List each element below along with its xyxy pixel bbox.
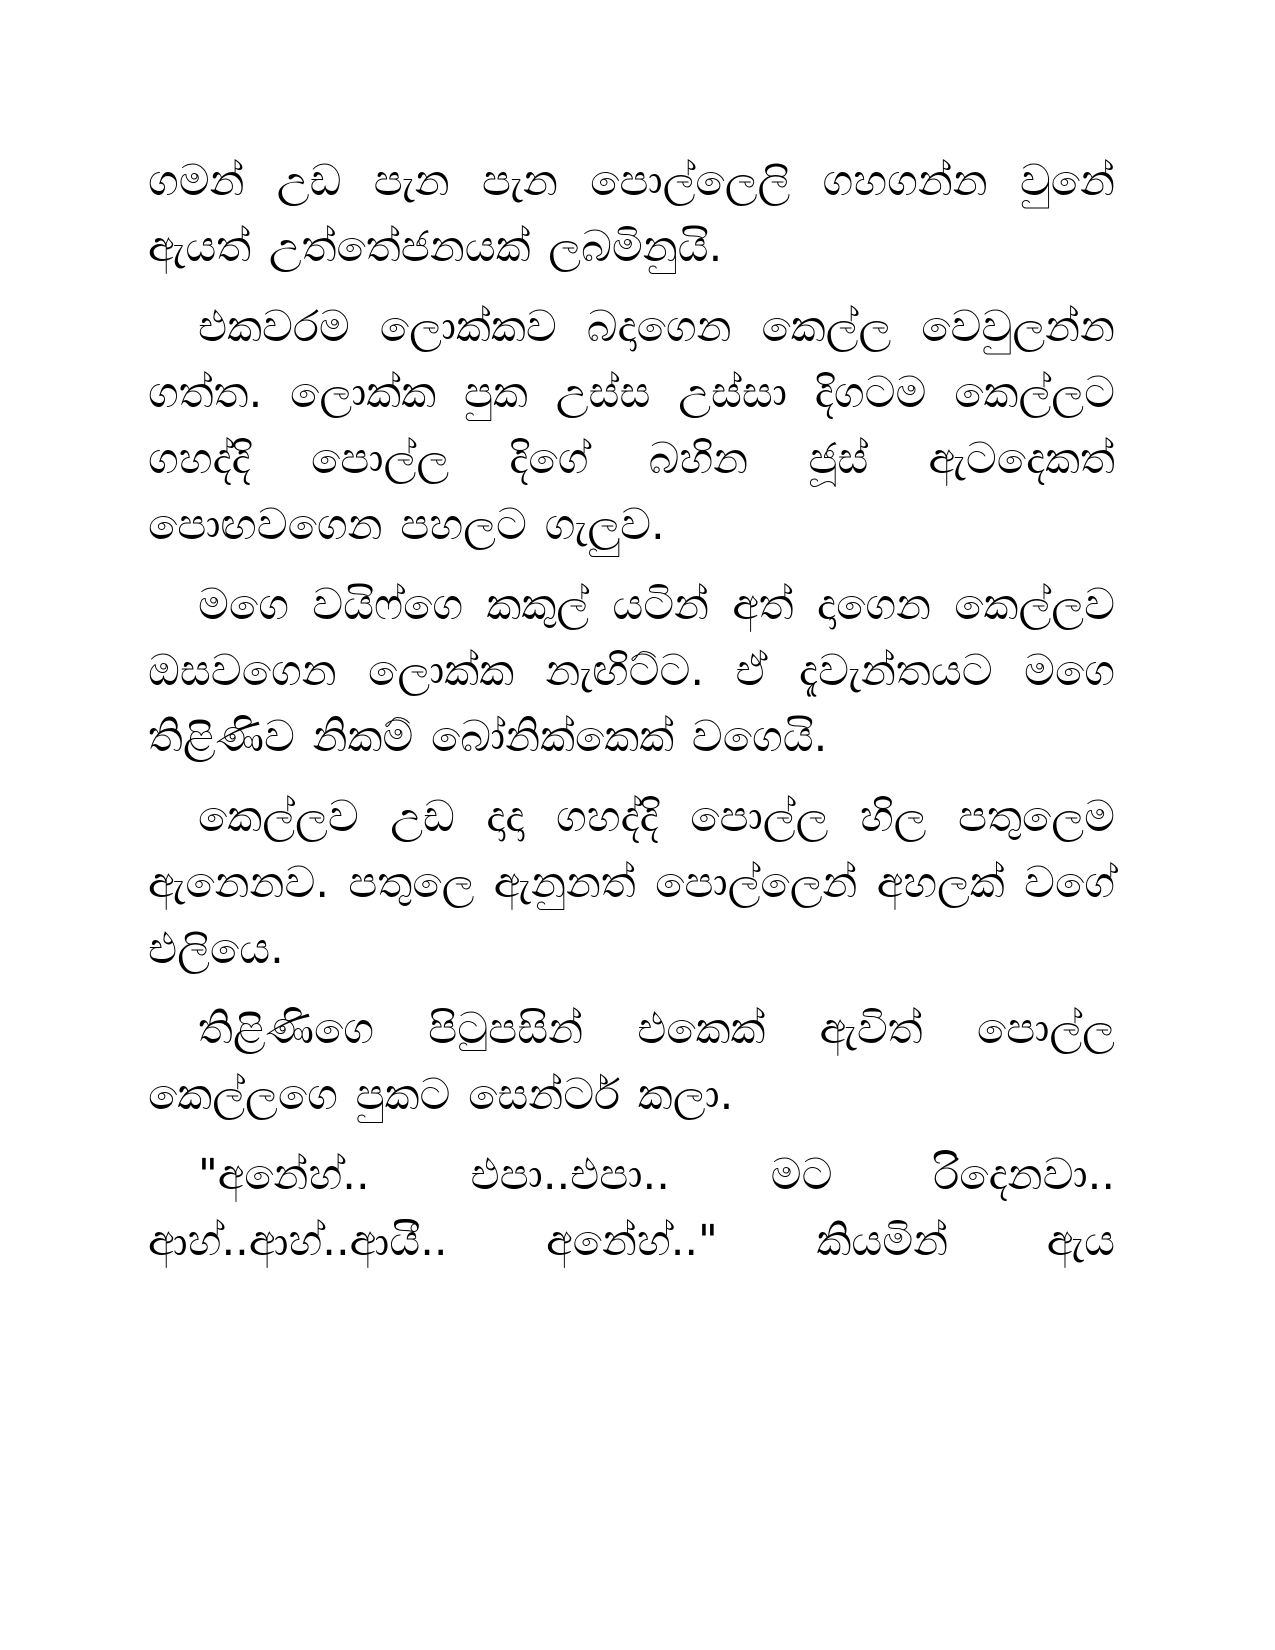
paragraph-1: ගමන් උඩ පැන පැන පොල්ලෙලි ගහගන්න වුනේ ඇයත් උත්තේජනයක් ලබමිනුයි.	[148, 156, 1115, 272]
paragraph-2: එකවරම ලොක්කව බදාගෙන කෙල්ල වෙවුලන්න ගත්ත. ලොක්ක පුක උස්ස උස්සා දිගටම කෙල්ලට ගහද්දි පොල්ල දිගේ බහින ජූස් ඇටදෙකත් පොඟවගෙන පහලට ගැලුව.	[148, 302, 1115, 550]
paragraph-3: මගෙ වයිෆ්ගෙ කකුල් යටින් අත් දාගෙන කෙල්ලව ඔසවගෙන ලොක්ක නැඟිට්ට. ඒ දැවැන්තයට මගෙ තිළිණිව නිකම් බෝනික්කෙක් වගෙයි.	[148, 580, 1115, 762]
paragraph-6: "අනේහ්.. එපා..එපා.. මට රිදෙනවා.. ආහ්..ආහ්..ආයී.. අනේහ්.." කියමින් ඇය	[148, 1150, 1115, 1266]
paragraph-4: කෙල්ලව උඩ දාදා ගහද්දි පොල්ල හිල පතුලෙම ඇනෙනව. පතුලෙ ඇනුනත් පොල්ලෙන් අහලක් වගේ එලියෙ.	[148, 792, 1115, 974]
body-text	[148, 148, 1115, 1274]
paragraph-5: තිළිණිගෙ පිටුපසින් එකෙක් ඇවිත් පොල්ල කෙල්ලගෙ පුකට සෙන්ටර් කලා.	[148, 1004, 1115, 1120]
